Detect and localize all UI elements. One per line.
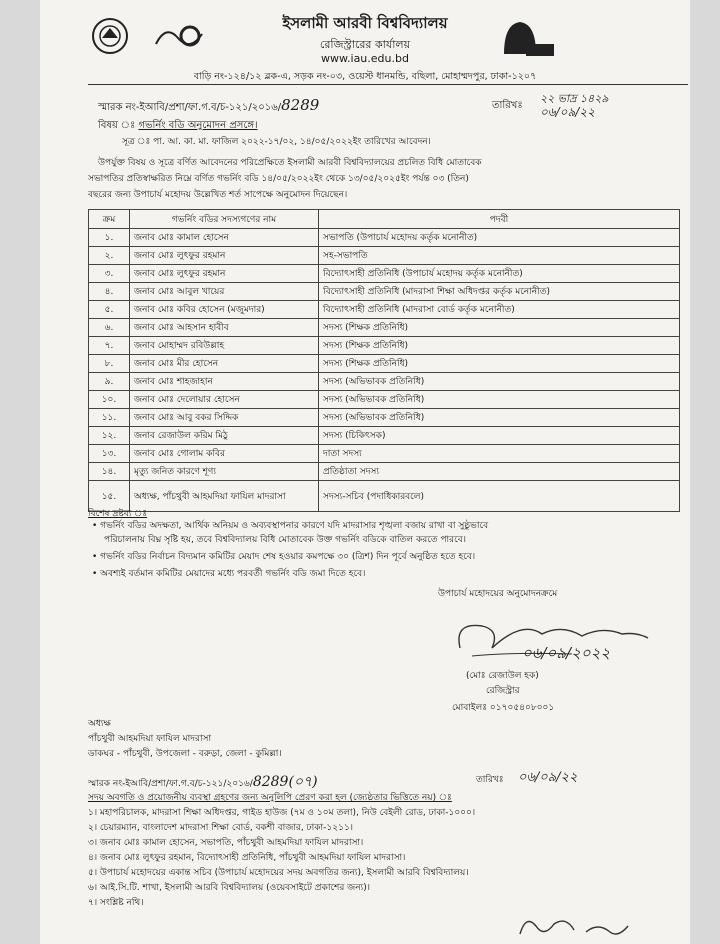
row-serial: ৫. bbox=[89, 301, 130, 319]
table-row bbox=[89, 445, 680, 463]
note-item: • গভর্নিং বডির নির্বাচন বিদ্যমান কমিটির মেয়াদ শেষ হওয়ার কমপক্ষে ৩০ (ত্রিশ) দিন পূর্বে অনুষ্ঠিত হতে হবে। bbox=[92, 552, 476, 562]
memo-no-value: ইআবি/প্রশা/ফা.গ.ব/চ-১২১/২০১৬/ bbox=[139, 102, 282, 113]
row-name: জনাব মোঃ আবুল খায়ের bbox=[130, 283, 319, 301]
row-serial: ১৩. bbox=[89, 445, 130, 463]
table-row bbox=[89, 247, 680, 265]
row-name: জনাব রেজাউল করিম মিঠু bbox=[130, 427, 319, 445]
row-name: জনাব মোঃ লুৎফুর রহমান bbox=[130, 247, 319, 265]
row-serial: ৩. bbox=[89, 265, 130, 283]
col-serial-header: ক্রম bbox=[89, 210, 130, 229]
signatory-name: (মোঃ রেজাউল হক) bbox=[466, 671, 539, 681]
row-name: জনাব মোঃ কামাল হোসেন bbox=[130, 229, 319, 247]
row-serial: ১৪. bbox=[89, 463, 130, 481]
row-serial: ১১. bbox=[89, 409, 130, 427]
reference-label: সূত্র ঃ bbox=[122, 137, 151, 147]
row-serial: ৭. bbox=[89, 337, 130, 355]
note-item: • গভর্নিং বডির অদক্ষতা, আর্থিক অনিয়ম ও অব্যবস্থাপনার কারণে যদি মাদরাসার শৃঙ্খলা বজায় রাখা বা সুষ্ঠুভাবে bbox=[92, 521, 489, 531]
subject-text: গভর্নিং বডি অনুমোদন প্রসঙ্গে। bbox=[138, 120, 258, 131]
row-serial: ৮. bbox=[89, 355, 130, 373]
signatory-title: রেজিস্ট্রার bbox=[486, 686, 520, 696]
row-designation: সদস্য (চিকিৎসক) bbox=[319, 427, 680, 445]
signature-date-hand: ০৬/০৯/২০২২ bbox=[522, 644, 611, 662]
row-designation: বিদ্যোৎসাহী প্রতিনিধি (উপাচার্য মহোদয় কর্তৃক মনোনীত) bbox=[319, 265, 680, 283]
note-text: অবশ্যই বর্তমান কমিটির মেয়াদের মধ্যে পরবর্তী গভর্নিং বডি জমা দিতে হবে। bbox=[100, 569, 366, 579]
row-serial: ১৫. bbox=[89, 481, 130, 512]
row-designation: সদস্য (শিক্ষক প্রতিনিধি) bbox=[319, 319, 680, 337]
row-name: জনাব মোঃ মীর হোসেন bbox=[130, 355, 319, 373]
governing-body-table bbox=[88, 209, 680, 512]
memo2-no-hand: 8289(০৭) bbox=[252, 774, 318, 790]
subject-label: বিষয় ঃ bbox=[98, 120, 136, 131]
university-name: ইসলামী আরবী বিশ্ববিদ্যালয় bbox=[282, 14, 448, 32]
table-row bbox=[89, 391, 680, 409]
row-name: জনাব মোঃ দেলোয়ার হোসেন bbox=[130, 391, 319, 409]
note-item-continuation: পরিচালনায় বিঘ্ন সৃষ্টি হয়, তবে বিশ্ববিদ্যালয় বিধি মোতাবেক উক্ত গভর্নিং বডিকে বাতিল করতে পারবে। bbox=[104, 535, 466, 545]
row-designation: সভাপতি (উপাচার্য মহোদয় কর্তৃক মনোনীত) bbox=[319, 229, 680, 247]
row-serial: ১০. bbox=[89, 391, 130, 409]
row-name: জনাব মোহাম্মদ রবিউল্লাহ bbox=[130, 337, 319, 355]
table-row bbox=[89, 301, 680, 319]
col-name-header: গভর্নিং বডির সদস্যগণের নাম bbox=[130, 210, 319, 229]
col-designation-header: পদবী bbox=[319, 210, 680, 229]
table-row bbox=[89, 337, 680, 355]
memo-no-label: স্মারক নং- bbox=[98, 102, 140, 113]
reference-line bbox=[122, 134, 431, 149]
row-serial: ১২. bbox=[89, 427, 130, 445]
copy-item: ৩। জনাব মোঃ কামাল হোসেন, সভাপতি, পাঁচথুবী আহমদিয়া ফাযিল মাদরাসা। bbox=[88, 838, 364, 848]
table-row bbox=[89, 373, 680, 391]
copy-item: ৪। জনাব মোঃ লুৎফুর রহমান, বিদ্যোৎসাহী প্রতিনিধি, পাঁচথুবী আহমদিয়া ফাযিল মাদরাসা। bbox=[88, 853, 406, 863]
row-serial: ৬. bbox=[89, 319, 130, 337]
row-name: জনাব মোঃ কবির হোসেন (মজুমদার) bbox=[130, 301, 319, 319]
row-serial: ৯. bbox=[89, 373, 130, 391]
table-row bbox=[89, 319, 680, 337]
copy-item: ২। চেয়ারম্যান, বাংলাদেশ মাদরাসা শিক্ষা বোর্ড, বকশী বাজার, ঢাকা-১২১১। bbox=[88, 823, 354, 833]
note-text: গভর্নিং বডির অদক্ষতা, আর্থিক অনিয়ম ও অব্যবস্থাপনার কারণে যদি মাদরাসার শৃঙ্খলা বজায় রাখা বা সুষ্ঠুভাবে bbox=[100, 521, 489, 531]
memo-number bbox=[98, 96, 319, 117]
note-text: গভর্নিং বডির নির্বাচন বিদ্যমান কমিটির মেয়াদ শেষ হওয়ার কমপক্ষে ৩০ (ত্রিশ) দিন পূর্বে অনুষ্ঠিত হতে হবে। bbox=[100, 552, 476, 562]
memo-date-hand-1: ২২ ভাদ্র ১৪২৯ bbox=[540, 92, 609, 105]
body-line-2: সভাপতির প্রতিস্বাক্ষরিত নিম্নে বর্ণিত গভর্নিং বডি ১৪/০৫/২০২২ইং থেকে ১৩/০৫/২০২৫ইং পর্যন্ত ০৩ (তিন) bbox=[88, 174, 469, 184]
row-name: জনাব মোঃ শাহজাহান bbox=[130, 373, 319, 391]
row-name: মৃত্যু জনিত কারণে শূণ্য bbox=[130, 463, 319, 481]
row-name: জনাব মোঃ আহসান হাবীব bbox=[130, 319, 319, 337]
reference-text: পা. আ. কা. মা. ফাজিল ২০২২-১৭/০২, ১৪/০৫/২০২২ইং তারিখের আবেদন। bbox=[153, 137, 431, 147]
row-serial: ২. bbox=[89, 247, 130, 265]
copy-item: ৭। সংশ্লিষ্ট নথি। bbox=[88, 898, 144, 908]
row-designation: বিদ্যোৎসাহী প্রতিনিধি (মাদরাসা বোর্ড কর্তৃক মনোনীত) bbox=[319, 301, 680, 319]
memo2-no-value: ইআবি/প্রশা/ফা.গ.ব/চ-১২১/২০১৬/ bbox=[125, 779, 253, 789]
table-row bbox=[89, 229, 680, 247]
copy-item: ১। মহাপরিচালক, মাদরাসা শিক্ষা অধিদপ্তর, গাইড হাউজ (৭ম ও ১০ম তলা), নিউ বেইলী রোড, ঢাকা-১০০০। bbox=[88, 808, 476, 818]
row-designation: সদস্য (শিক্ষক প্রতিনিধি) bbox=[319, 337, 680, 355]
row-name: জনাব মোঃ গোলাম কবির bbox=[130, 445, 319, 463]
row-designation: প্রতিষ্ঠাতা সদস্য bbox=[319, 463, 680, 481]
row-designation: সদস্য (অভিভাবক প্রতিনিধি) bbox=[319, 409, 680, 427]
recipient-line-3: ডাকঘর - পাঁচথুবী, উপজেলা - বরুড়া, জেলা - কুমিল্লা। bbox=[88, 749, 282, 759]
bottom-initials-image bbox=[514, 912, 634, 942]
row-designation: সদস্য-সচিব (পদাধিকারবলে) bbox=[319, 481, 680, 512]
recipient-line-1: অধ্যক্ষ bbox=[88, 719, 111, 729]
copy-item: ৬। আই.সি.টি. শাখা, ইসলামী আরবি বিশ্ববিদ্যালয় (ওয়েবসাইটে প্রকাশের জন্য)। bbox=[88, 883, 370, 893]
table-row bbox=[89, 265, 680, 283]
body-line-1: উপর্যুক্ত বিষয় ও সূত্রে বর্ণিত আবেদনের পরিপ্রেক্ষিতে ইসলামী আরবী বিশ্ববিদ্যালয়ের প্রচলিত বিধি মোতাবেক bbox=[98, 158, 482, 168]
approval-line: উপাচার্য মহোদয়ের অনুমোদনক্রমে bbox=[438, 589, 558, 599]
notes-title: বিশেষ দ্রষ্টব্য ঃ bbox=[88, 509, 148, 519]
subject-line bbox=[98, 118, 258, 135]
signatory-mobile: মোবাইলঃ ০১৭০৫৪০৮০০১ bbox=[452, 703, 555, 713]
row-designation: সদস্য (অভিভাবক প্রতিনিধি) bbox=[319, 391, 680, 409]
row-designation: দাতা সদস্য bbox=[319, 445, 680, 463]
website-link[interactable]: www.iau.edu.bd bbox=[321, 52, 409, 65]
memo-date-label: তারিখঃ bbox=[492, 100, 523, 111]
recipient-line-2: পাঁচথুবী আহমদিয়া ফাযিল মাদরাসা bbox=[88, 734, 212, 744]
row-designation: বিদ্যোৎসাহী প্রতিনিধি (মাদরাসা শিক্ষা অধিদপ্তর কর্তৃক মনোনীত) bbox=[319, 283, 680, 301]
row-serial: ৪. bbox=[89, 283, 130, 301]
row-serial: ১. bbox=[89, 229, 130, 247]
copies-title: সদয় অবগতি ও প্রয়োজনীয় ব্যবস্থা গ্রহণের জন্য অনুলিপি প্রেরণ করা হল (জ্যেষ্ঠতার ভিত্তিতে নয়) ঃ bbox=[88, 793, 452, 803]
note-item: • অবশ্যই বর্তমান কমিটির মেয়াদের মধ্যে পরবর্তী গভর্নিং বডি জমা দিতে হবে। bbox=[92, 569, 366, 579]
table-row bbox=[89, 481, 680, 512]
letter-sheet bbox=[40, 0, 690, 944]
memo2-date-label: তারিখঃ bbox=[476, 775, 504, 785]
table-row bbox=[89, 355, 680, 373]
header-divider bbox=[88, 84, 688, 85]
row-designation: সদস্য (অভিভাবক প্রতিনিধি) bbox=[319, 373, 680, 391]
office-name: রেজিস্ট্রারের কার্যালয় bbox=[319, 38, 411, 51]
table-row bbox=[89, 409, 680, 427]
copy-item: ৫। উপাচার্য মহোদয়ের একান্ত সচিব (উপাচার্য মহোদয়ের সদয় অবগতির জন্য), ইসলামী আরবি বিশ্ববিদ্যালয়। bbox=[88, 868, 469, 878]
memo-no-hand: 8289 bbox=[281, 96, 320, 114]
table-row bbox=[89, 463, 680, 481]
row-designation: সহ-সভাপতি bbox=[319, 247, 680, 265]
table-header-row bbox=[89, 210, 680, 229]
row-name: অধ্যক্ষ, পাঁচথুবী আহমদিয়া ফাযিল মাদরাসা bbox=[130, 481, 319, 512]
body-line-3: বছরের জন্য উপাচার্য মহোদয় উল্লেখিত শর্ত সাপেক্ষে অনুমোদন দিয়েছেন। bbox=[88, 190, 348, 200]
row-name: জনাব মোঃ আবু বকর সিদ্দিক bbox=[130, 409, 319, 427]
table-row bbox=[89, 427, 680, 445]
memo2-no-label: স্মারক নং- bbox=[88, 779, 126, 789]
memo-date-hand-2: ০৬/০৯/২২ bbox=[540, 105, 595, 119]
office-address: বাড়ি নং-১২৪/১২ ব্লক-এ, সড়ক নং-০৩, ওয়েস্ট ধানমন্ডি, বছিলা, মোহাম্মদপুর, ঢাকা-১২০৭ bbox=[193, 71, 537, 82]
row-name: জনাব মোঃ লুৎফুর রহমান bbox=[130, 265, 319, 283]
row-designation: সদস্য (শিক্ষক প্রতিনিধি) bbox=[319, 355, 680, 373]
memo2-date-hand: ০৬/০৯/২২ bbox=[518, 770, 578, 785]
table-row bbox=[89, 283, 680, 301]
